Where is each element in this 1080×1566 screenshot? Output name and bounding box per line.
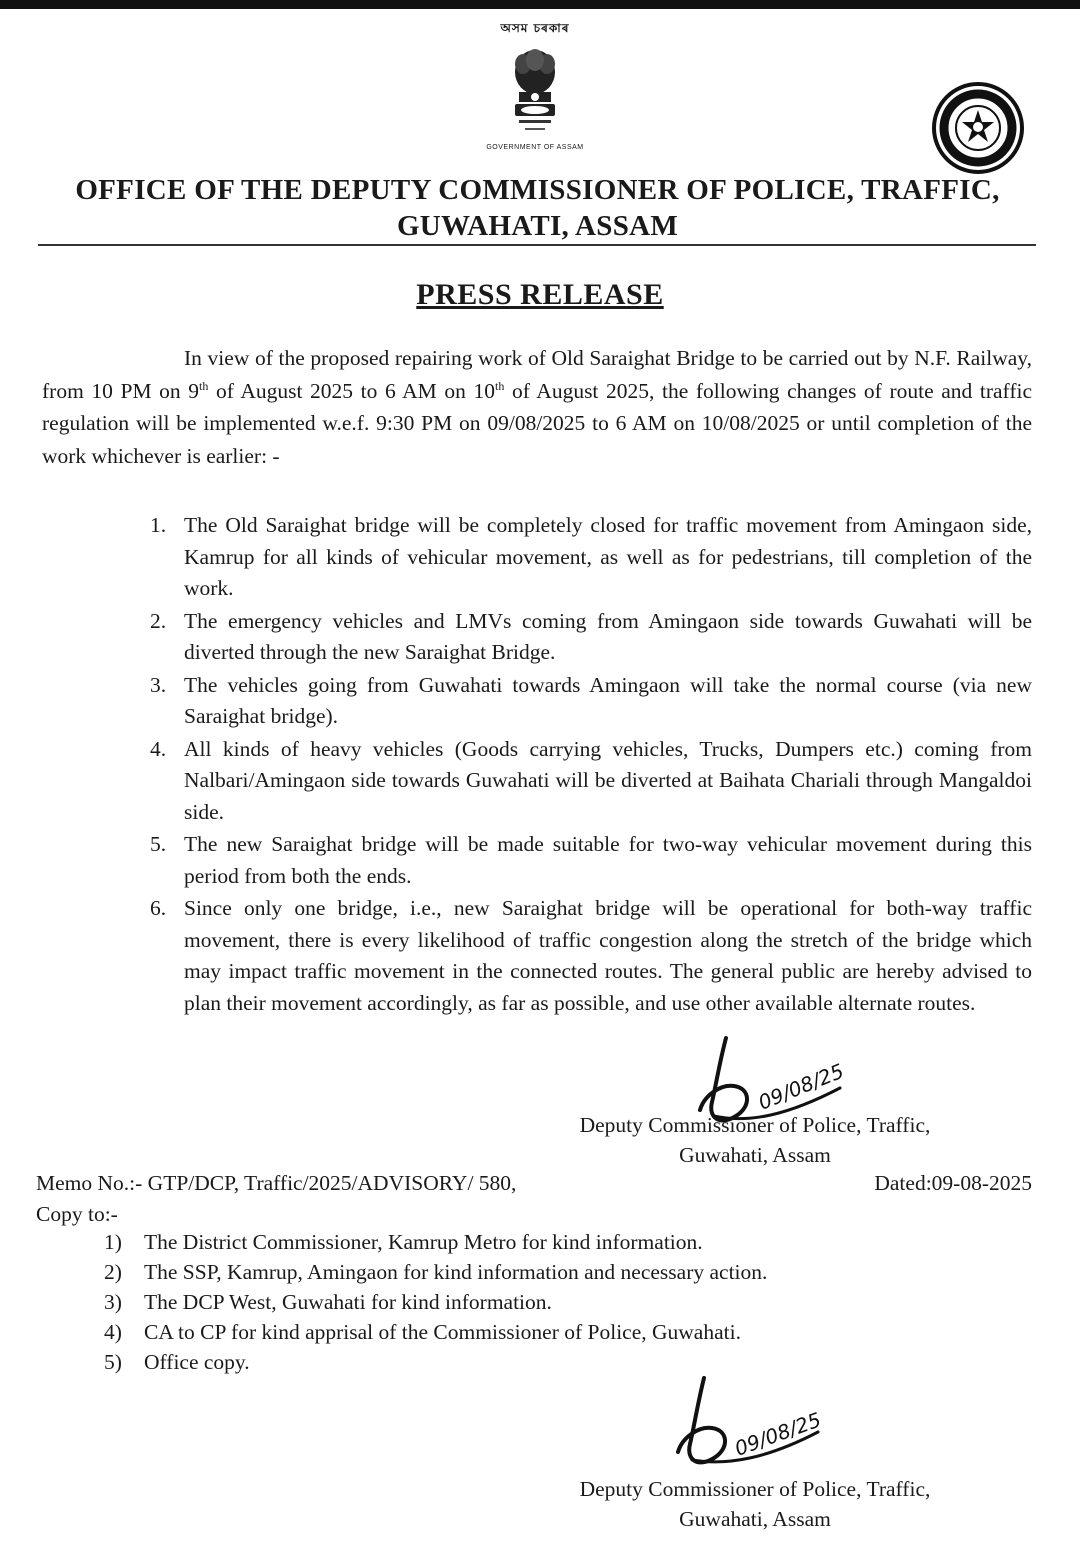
intro-text-3: of August 2025, the following changes of route and traffic regulation will be implemented w.e.f. 9:30 PM on 09/08/2025 to 6 AM on 10/08/2025 or until completion of the work whichever is earlier: - <box>42 378 1032 468</box>
assam-police-badge-icon <box>930 80 1026 176</box>
copy-to-label: Copy to:- <box>36 1202 118 1226</box>
list-item <box>104 1257 1004 1287</box>
list-item-number: 2) <box>104 1260 122 1284</box>
intro-paragraph <box>42 342 1032 472</box>
signatory-1-location: Guwahati, Assam <box>679 1143 831 1167</box>
list-item-text: The SSP, Kamrup, Amingaon for kind information and necessary action. <box>144 1260 768 1284</box>
emblem-top-text: অসম চৰকাৰ <box>500 21 570 35</box>
top-border <box>0 0 1080 9</box>
signatory-block-2 <box>540 1474 970 1534</box>
signatory-2-title: Deputy Commissioner of Police, Traffic, <box>579 1477 931 1501</box>
list-item-text: The DCP West, Guwahati for kind information. <box>144 1290 552 1314</box>
list-item <box>104 1227 1004 1257</box>
list-item-number: 2. <box>150 608 167 633</box>
list-item <box>140 893 1032 1019</box>
list-item-text: Office copy. <box>144 1350 250 1374</box>
list-item <box>140 734 1032 829</box>
list-item <box>140 670 1032 733</box>
list-item-number: 1) <box>104 1230 122 1254</box>
list-item-number: 5. <box>150 832 167 856</box>
list-item-text: CA to CP for kind apprisal of the Commissioner of Police, Guwahati. <box>144 1320 741 1344</box>
list-item <box>140 829 1032 892</box>
memo-number: Memo No.:- GTP/DCP, Traffic/2025/ADVISORY/ 580, <box>36 1171 517 1195</box>
signature-1-date: 09/08/25 <box>754 1058 848 1115</box>
list-item-number: 3. <box>150 672 167 697</box>
list-item <box>140 510 1032 605</box>
list-item <box>104 1317 1004 1347</box>
signatory-1-title: Deputy Commissioner of Police, Traffic, <box>579 1113 931 1137</box>
emblem-bottom-text: GOVERNMENT OF ASSAM <box>486 144 584 151</box>
list-item <box>104 1287 1004 1317</box>
office-title-line-1: OFFICE OF THE DEPUTY COMMISSIONER OF POLICE, TRAFFIC, <box>75 174 1000 206</box>
list-item <box>140 606 1032 669</box>
list-item-text: The vehicles going from Guwahati towards Amingaon will take the normal course (via new Saraighat bridge). <box>184 672 1032 728</box>
government-emblem-block <box>450 20 620 151</box>
list-item-text: The Old Saraighat bridge will be completely closed for traffic movement from Amingaon side, Kamrup for all kinds of vehicular movement, as well as for pedestrians, till completion of the work. <box>184 513 1032 600</box>
list-item-text: All kinds of heavy vehicles (Goods carrying vehicles, Trucks, Dumpers etc.) coming from Nalbari/Amingaon side towards Guwahati will be diverted at Baihata Chariali through Mangaldoi side. <box>184 736 1032 824</box>
copy-to-list <box>104 1227 1004 1377</box>
national-emblem-icon <box>505 42 565 142</box>
office-title <box>40 172 1035 244</box>
signature-2-mark <box>668 1372 838 1477</box>
list-item-text: The emergency vehicles and LMVs coming from Amingaon side towards Guwahati will be diverted through the new Saraighat Bridge. <box>184 608 1032 664</box>
memo-date: Dated:09-08-2025 <box>874 1171 1032 1195</box>
intro-text-1: In view of the proposed repairing work of Old Saraighat Bridge to be carried out by N.F. Railway, from 10 PM on 9 <box>42 346 1032 403</box>
list-item-number: 1. <box>150 513 167 537</box>
signatory-block-1 <box>540 1110 970 1170</box>
intro-sup-2: th <box>495 378 505 393</box>
signatory-2-location: Guwahati, Assam <box>679 1507 831 1531</box>
list-item-number: 4) <box>104 1320 122 1344</box>
list-item-text: The District Commissioner, Kamrup Metro for kind information. <box>144 1230 703 1254</box>
signature-2-date: 09/08/25 <box>731 1407 825 1461</box>
intro-sup-1: th <box>199 378 209 393</box>
list-item-number: 4. <box>150 736 167 761</box>
intro-text-2: of August 2025 to 6 AM on 10 <box>208 378 496 403</box>
header-divider <box>38 244 1036 246</box>
list-item-number: 6. <box>150 896 167 920</box>
list-item <box>104 1347 1004 1377</box>
traffic-regulation-list <box>140 510 1032 1020</box>
list-item-number: 3) <box>104 1290 122 1314</box>
list-item-number: 5) <box>104 1350 122 1374</box>
list-item-text: The new Saraighat bridge will be made suitable for two-way vehicular movement during this period from both the ends. <box>184 832 1032 888</box>
list-item-text: Since only one bridge, i.e., new Saraighat bridge will be operational for both-way traffic movement, there is every likelihood of traffic congestion along the stretch of the bridge which may impact traffic movement in the connected routes. The general public are hereby advised to plan their movement accordingly, as far as possible, and use other available alternate routes. <box>184 896 1032 1015</box>
office-title-line-2: GUWAHATI, ASSAM <box>396 210 679 242</box>
press-release-title: PRESS RELEASE <box>416 278 664 311</box>
